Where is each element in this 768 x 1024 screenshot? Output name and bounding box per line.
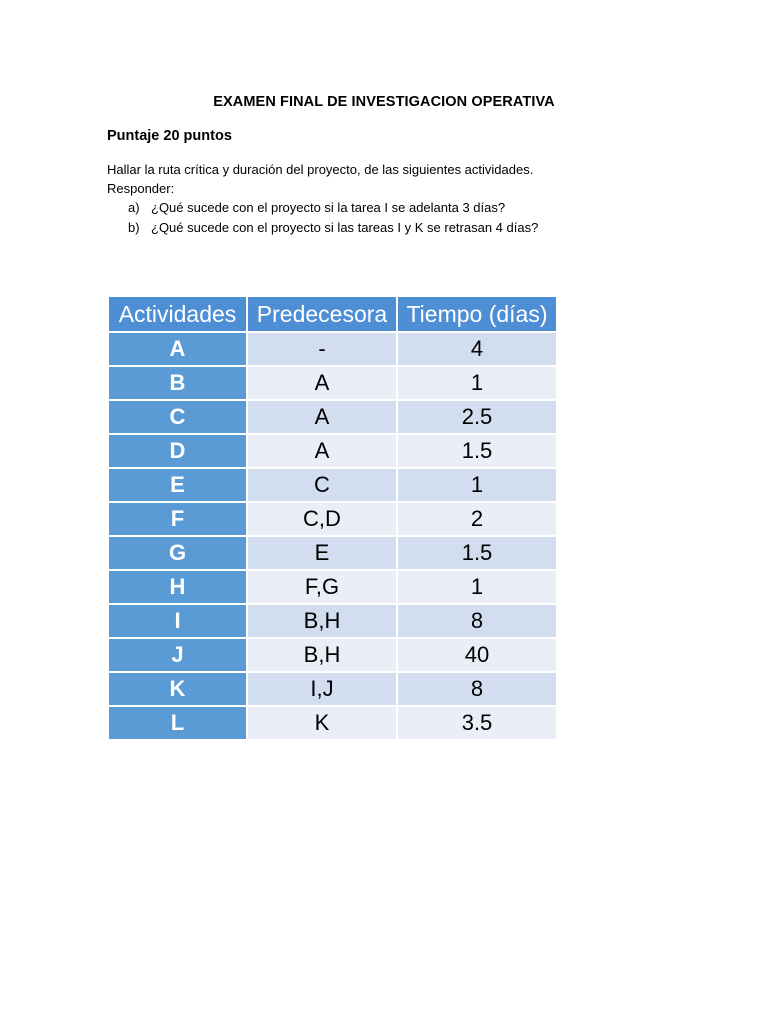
table-row	[108, 672, 557, 706]
table-row	[108, 468, 557, 502]
activity-cell: I	[108, 604, 247, 638]
activity-cell: D	[108, 434, 247, 468]
question-marker: a)	[128, 200, 140, 215]
predecessor-cell: A	[247, 434, 397, 468]
predecessor-cell: A	[247, 400, 397, 434]
predecessor-cell: -	[247, 332, 397, 366]
activity-cell: C	[108, 400, 247, 434]
time-cell: 3.5	[397, 706, 557, 740]
table-row	[108, 434, 557, 468]
activity-cell: L	[108, 706, 247, 740]
time-cell: 2	[397, 502, 557, 536]
time-cell: 1	[397, 366, 557, 400]
activity-cell: G	[108, 536, 247, 570]
table-row	[108, 706, 557, 740]
document-title: EXAMEN FINAL DE INVESTIGACION OPERATIVA	[213, 94, 555, 110]
question-item	[128, 198, 538, 218]
predecessor-cell: B,H	[247, 638, 397, 672]
header-activities: Actividades	[108, 296, 247, 332]
time-cell: 2.5	[397, 400, 557, 434]
activities-table	[107, 295, 558, 741]
table-row	[108, 332, 557, 366]
table-row	[108, 400, 557, 434]
activity-cell: H	[108, 570, 247, 604]
instruction-text: Hallar la ruta crítica y duración del proyecto, de las siguientes actividades.	[107, 162, 534, 177]
respond-label: Responder:	[107, 181, 175, 196]
table-row	[108, 502, 557, 536]
header-predecessor: Predecesora	[247, 296, 397, 332]
question-text: ¿Qué sucede con el proyecto si la tarea I se adelanta 3 días?	[151, 200, 506, 215]
question-text: ¿Qué sucede con el proyecto si las tareas I y K se retrasan 4 días?	[151, 220, 539, 235]
predecessor-cell: C	[247, 468, 397, 502]
time-cell: 8	[397, 672, 557, 706]
time-cell: 40	[397, 638, 557, 672]
predecessor-cell: I,J	[247, 672, 397, 706]
time-cell: 8	[397, 604, 557, 638]
table-row	[108, 536, 557, 570]
time-cell: 1.5	[397, 536, 557, 570]
predecessor-cell: A	[247, 366, 397, 400]
activity-cell: A	[108, 332, 247, 366]
table-row	[108, 570, 557, 604]
activity-cell: E	[108, 468, 247, 502]
question-item	[128, 218, 538, 238]
table-row	[108, 366, 557, 400]
table-header-row	[108, 296, 557, 332]
activity-cell: B	[108, 366, 247, 400]
predecessor-cell: K	[247, 706, 397, 740]
predecessor-cell: C,D	[247, 502, 397, 536]
question-marker: b)	[128, 220, 140, 235]
time-cell: 1.5	[397, 434, 557, 468]
question-list	[128, 198, 538, 238]
predecessor-cell: B,H	[247, 604, 397, 638]
score-subtitle: Puntaje 20 puntos	[107, 128, 232, 144]
time-cell: 1	[397, 468, 557, 502]
header-time: Tiempo (días)	[397, 296, 557, 332]
predecessor-cell: E	[247, 536, 397, 570]
activity-cell: K	[108, 672, 247, 706]
predecessor-cell: F,G	[247, 570, 397, 604]
table-row	[108, 638, 557, 672]
table-row	[108, 604, 557, 638]
time-cell: 1	[397, 570, 557, 604]
activity-cell: J	[108, 638, 247, 672]
activity-cell: F	[108, 502, 247, 536]
time-cell: 4	[397, 332, 557, 366]
